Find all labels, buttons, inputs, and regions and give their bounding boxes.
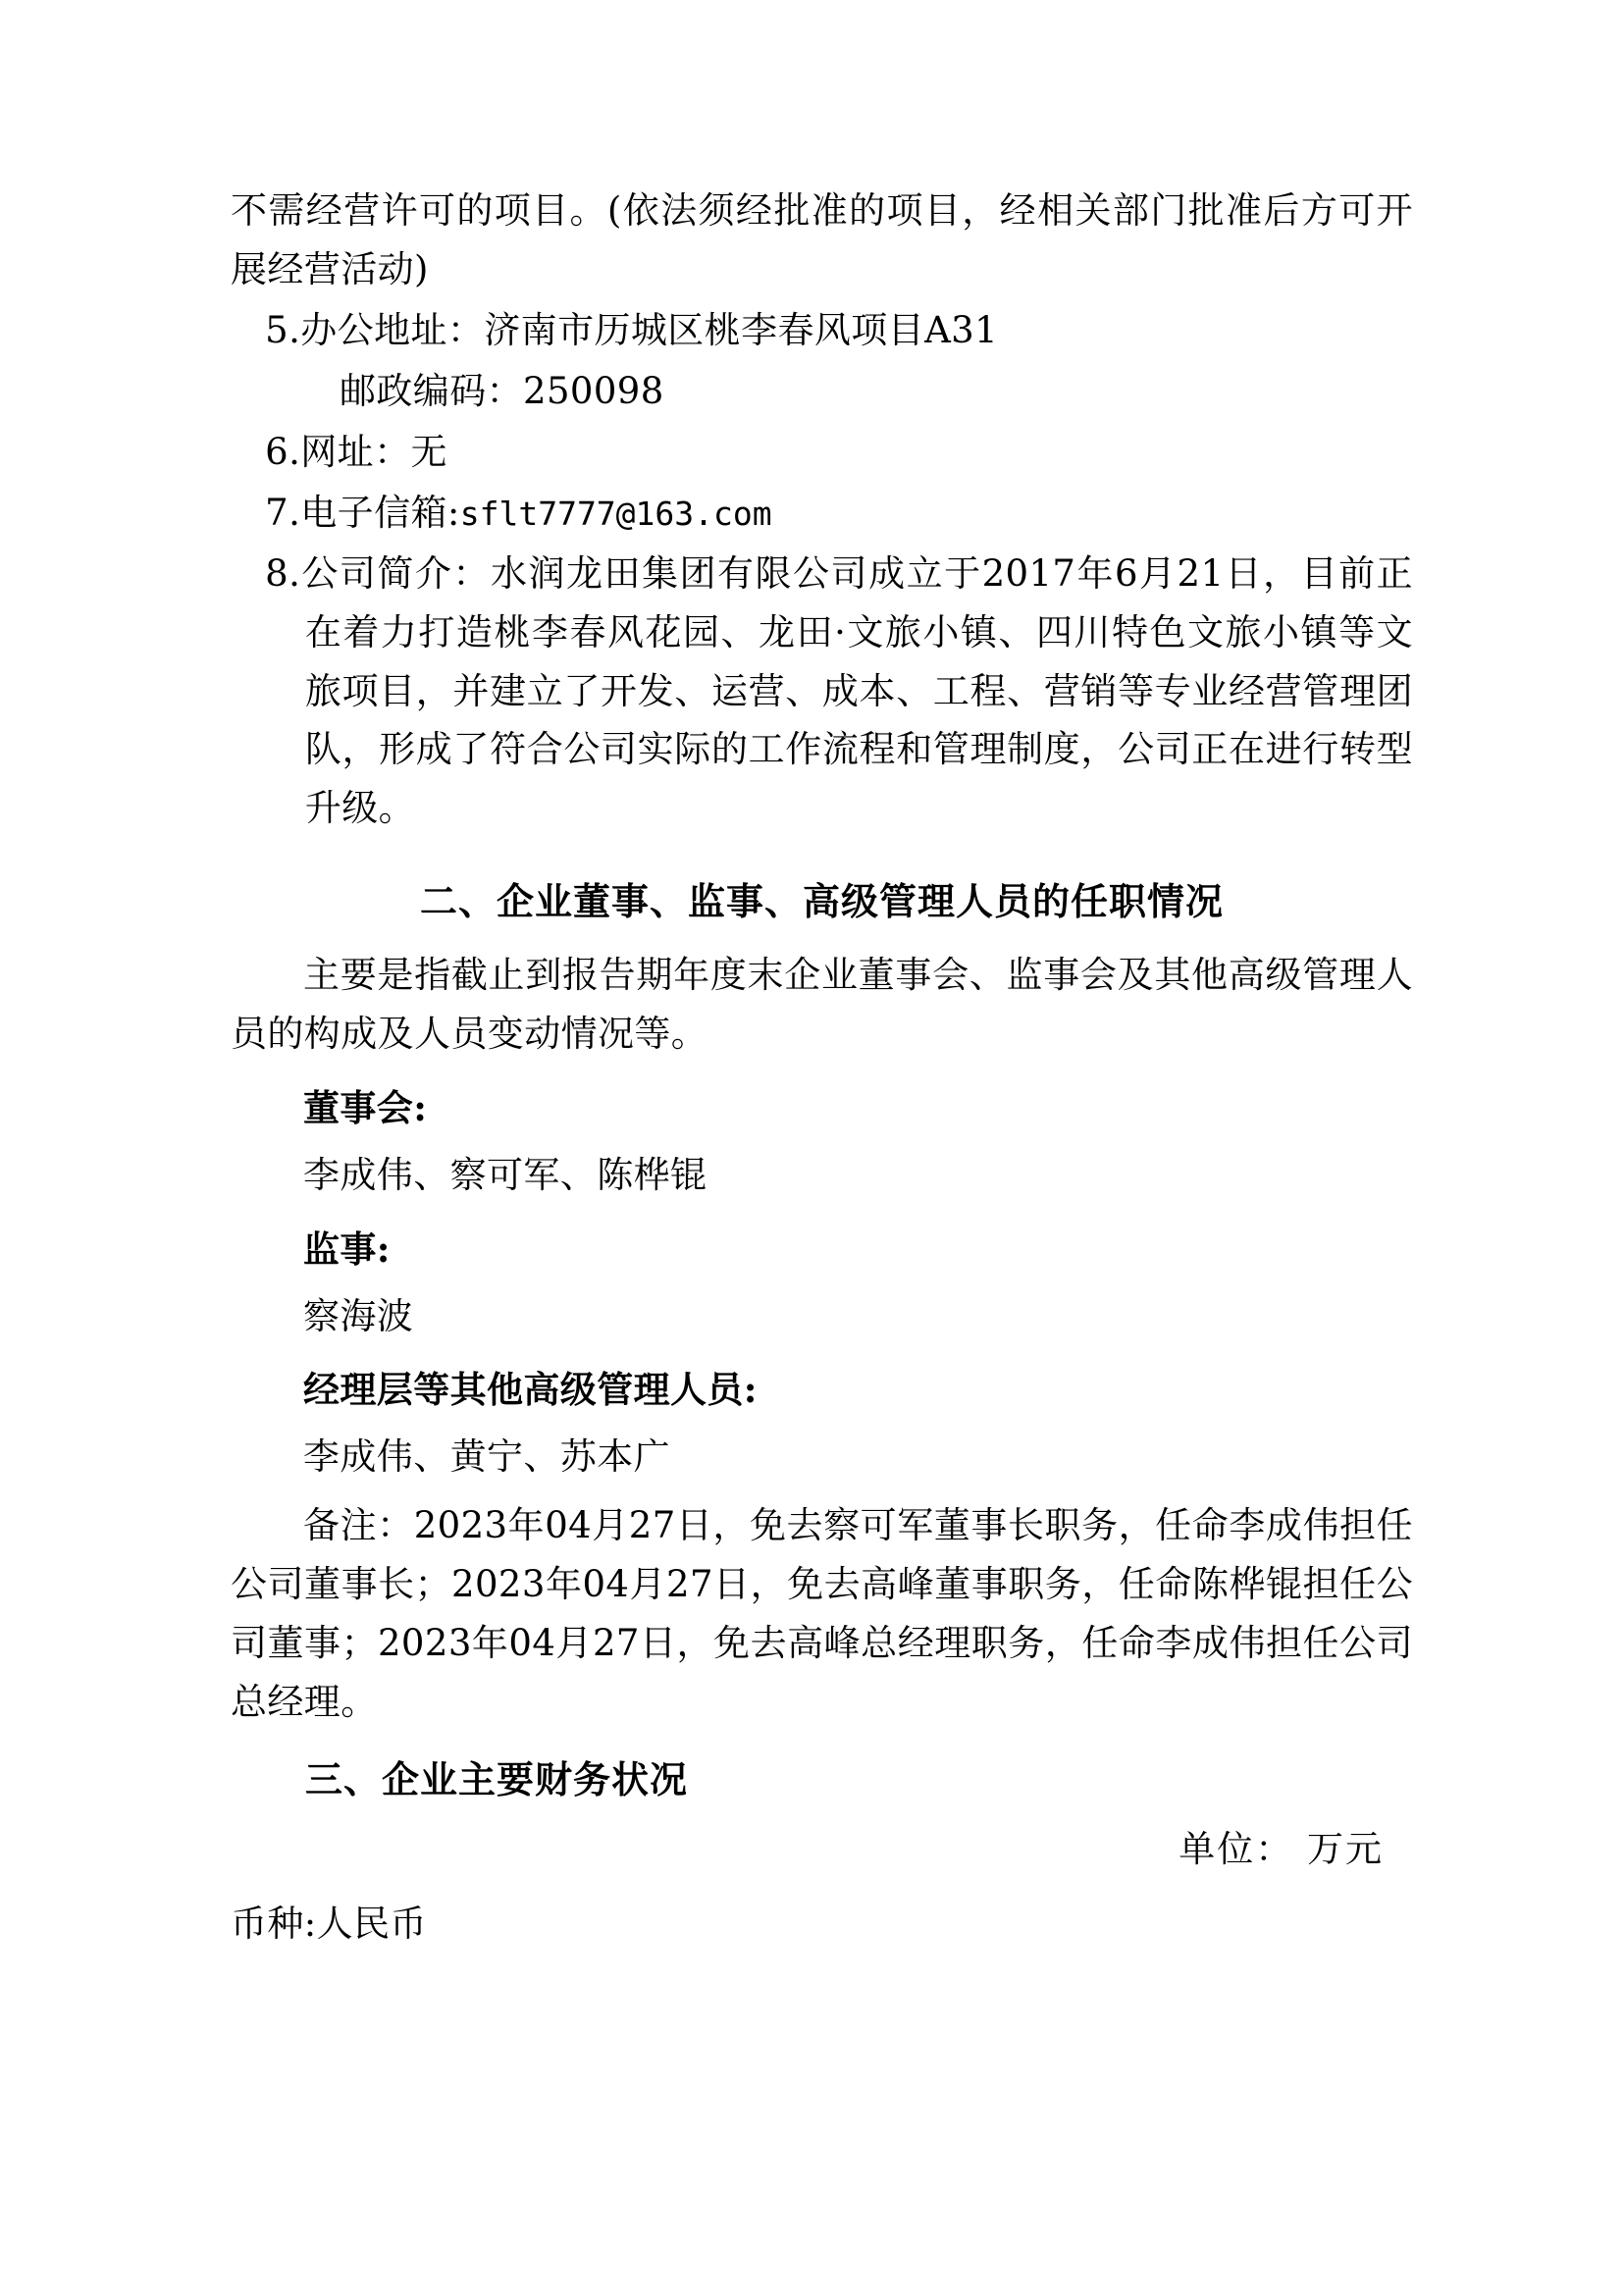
postal-code-label: 邮政编码： [340, 369, 523, 412]
section-two-intro: 主要是指截止到报告期年度末企业董事会、监事会及其他高级管理人员的构成及人员变动情况等。 [231, 953, 1413, 1055]
group-title-board: 董事会: [303, 1085, 428, 1129]
section-three-heading: 三、企业主要财务状况 [305, 1757, 689, 1802]
postal-code-value: 250098 [523, 369, 664, 412]
list-item-8-number: 8. [265, 551, 301, 595]
list-item-6 [231, 423, 1413, 482]
list-item-6-number: 6. [265, 430, 301, 473]
section-two-remark: 备注：2023年04月27日，免去察可军董事长职务，任命李成伟担任公司董事长；2023年04月27日，免去高峰董事职务，任命陈桦锟担任公司董事；2023年04月27日，免去高峰总经理职务，任命李成伟担任公司总经理。 [231, 1504, 1413, 1724]
section-two-heading: 二、企业董事、监事、高级管理人员的任职情况 [419, 879, 1224, 924]
group-members-supervisor: 察海波 [303, 1294, 414, 1337]
group-members-board: 李成伟、察可军、陈桦锟 [303, 1153, 707, 1196]
currency-label: 币种:人民币 [231, 1902, 427, 1945]
list-item-7 [231, 484, 1413, 543]
list-item-5-label: 办公地址： [300, 308, 485, 351]
email-value: sflt7777@163.com [459, 494, 772, 533]
group-title-management: 经理层等其他高级管理人员: [303, 1368, 758, 1412]
unit-label: 单位： 万元 [1179, 1827, 1384, 1870]
list-item-8-label: 公司简介： [300, 551, 491, 595]
spacer [231, 840, 1413, 850]
list-item-6-label: 网址： [300, 430, 411, 473]
list-item-5-sub [231, 362, 1413, 421]
group-title-supervisor: 监事: [303, 1226, 391, 1271]
list-item-5-value: 济南市历城区桃李春风项目A31 [484, 308, 999, 351]
list-item-6-value: 无 [410, 430, 447, 473]
list-item-8 [231, 545, 1413, 839]
group-members-management: 李成伟、黄宁、苏本广 [303, 1435, 670, 1479]
company-profile-text: 水润龙田集团有限公司成立于2017年6月21日，目前正在着力打造桃李春风花园、龙田·文旅小镇、四川特色文旅小镇等文旅项目，并建立了开发、运营、成本、工程、营销等专业经营管理团队，形成了符合公司实际的工作流程和管理制度，公司正在进行转型升级。 [304, 551, 1414, 830]
list-item-5 [231, 301, 1413, 360]
list-item-7-number: 7. [265, 491, 301, 534]
list-item-7-label: 电子信箱: [300, 491, 460, 534]
continued-paragraph: 不需经营许可的项目。(依法须经批准的项目，经相关部门批准后方可开展经营活动) [231, 189, 1413, 290]
document-body [231, 182, 1413, 1954]
list-item-5-number: 5. [265, 308, 301, 351]
